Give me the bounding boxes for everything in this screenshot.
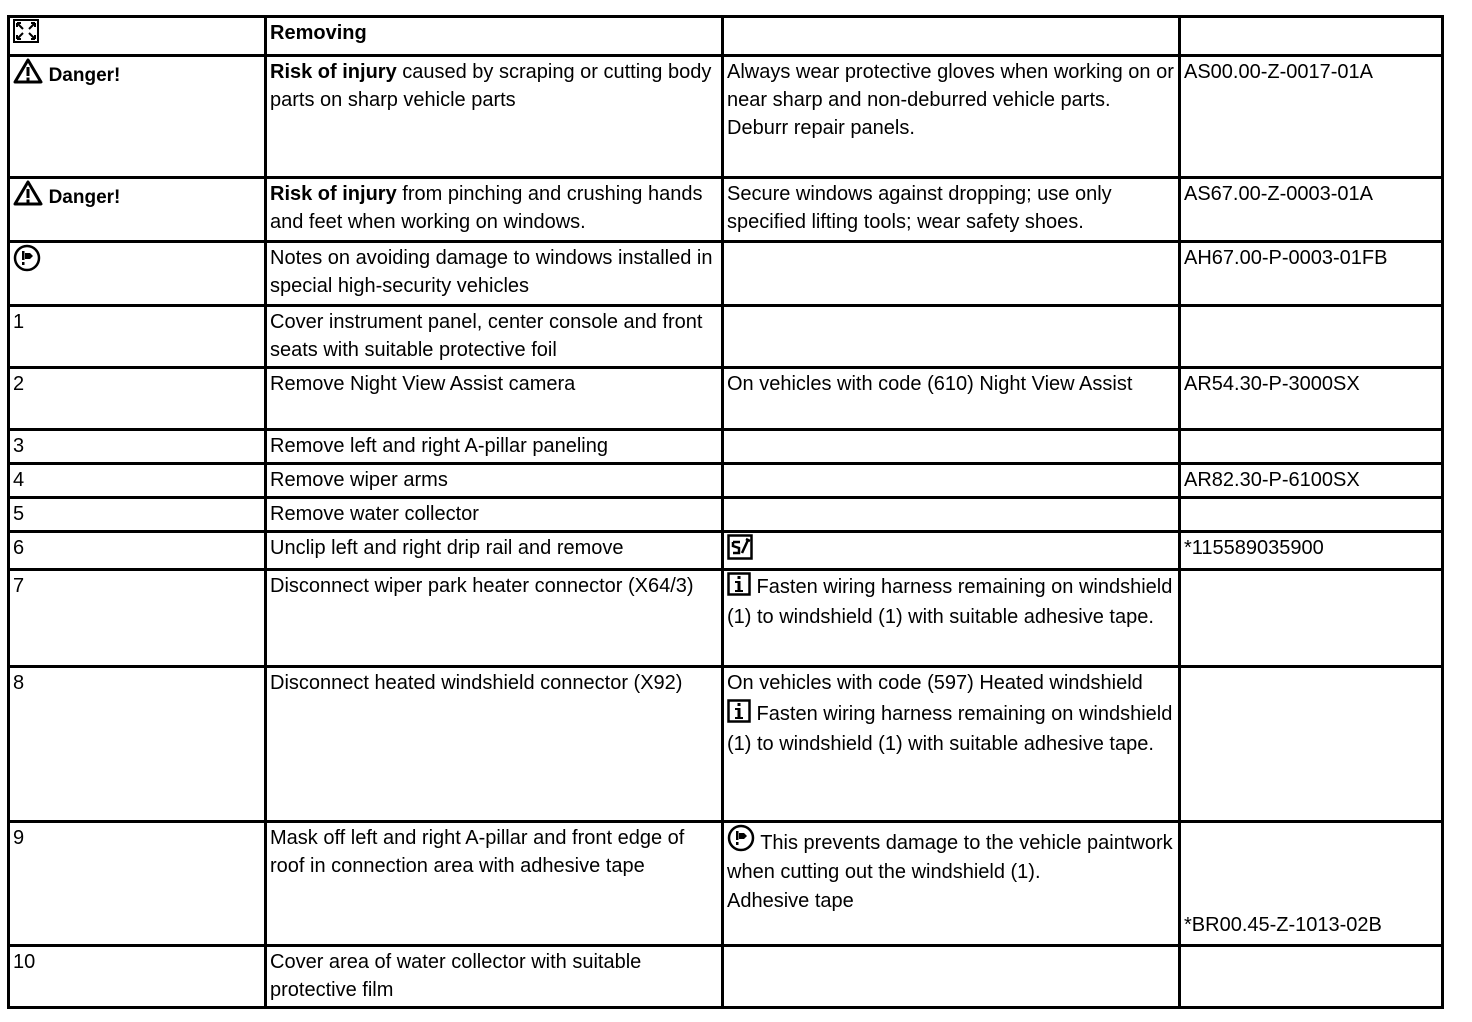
table-row (9, 532, 1443, 570)
reference-link[interactable]: AR54.30-P-3000SX (1180, 368, 1443, 430)
step-text: Cover area of water collector with suitable protective film (266, 946, 723, 1008)
info-icon (727, 699, 751, 723)
reference-cell (1180, 822, 1443, 946)
danger-description: Risk of injury caused by scraping or cutting body parts on sharp vehicle parts (266, 56, 723, 178)
reference-link[interactable]: *115589035900 (1180, 532, 1443, 570)
step-number: 3 (9, 430, 266, 464)
step-text: Remove water collector (266, 498, 723, 532)
reference-link[interactable]: AH67.00-P-0003-01FB (1180, 242, 1443, 306)
danger-description: Risk of injury from pinching and crushing hands and feet when working on windows. (266, 178, 723, 242)
note-text: Notes on avoiding damage to windows installed in special high-security vehicles (266, 242, 723, 306)
warning-triangle-icon (13, 58, 43, 84)
table-row (9, 430, 1443, 464)
reference-link[interactable]: AS67.00-Z-0003-01A (1180, 178, 1443, 242)
reference-link[interactable]: *BR00.45-Z-1013-02B (1184, 914, 1382, 936)
warning-triangle-icon (13, 180, 43, 206)
table-row (9, 242, 1443, 306)
table-row (9, 178, 1443, 242)
step-number: 4 (9, 464, 266, 498)
step-text: Cover instrument panel, center console and front seats with suitable protective foil (266, 306, 723, 368)
step-number: 6 (9, 532, 266, 570)
step-text: Unclip left and right drip rail and remove (266, 532, 723, 570)
step-number: 8 (9, 667, 266, 822)
step-note: On vehicles with code (597) Heated windshield Fasten wiring harness remaining on windshield (1) to windshield (1) with suitable adhesive tape. (723, 667, 1180, 822)
table-row (9, 498, 1443, 532)
reference-link[interactable]: AR82.30-P-6100SX (1180, 464, 1443, 498)
step-text: Remove left and right A-pillar paneling (266, 430, 723, 464)
table-row (9, 822, 1443, 946)
table-row (9, 17, 1443, 56)
table-row (9, 570, 1443, 667)
step-number: 10 (9, 946, 266, 1008)
note-hand-icon (727, 824, 755, 852)
step-number: 2 (9, 368, 266, 430)
safety-measure: Secure windows against dropping; use only specified lifting tools; wear safety shoes. (723, 178, 1180, 242)
table-row (9, 946, 1443, 1008)
table-row (9, 464, 1443, 498)
table-row (9, 667, 1443, 822)
danger-label: Danger! (48, 65, 121, 86)
reference-link[interactable]: AS00.00-Z-0017-01A (1180, 56, 1443, 178)
step-title: Removing (266, 17, 723, 56)
procedure-table (7, 15, 1444, 1009)
step-note: On vehicles with code (610) Night View Assist (723, 368, 1180, 430)
table-row (9, 306, 1443, 368)
step-number: 1 (9, 306, 266, 368)
step-text: Disconnect wiper park heater connector (X64/3) (266, 570, 723, 667)
header-icon-cell (9, 17, 266, 56)
step-note: Fasten wiring harness remaining on windshield (1) to windshield (1) with suitable adhesive tape. (723, 570, 1180, 667)
step-text: Remove wiper arms (266, 464, 723, 498)
note-hand-icon (13, 244, 41, 272)
special-tool-icon (727, 534, 753, 560)
step-number: 7 (9, 570, 266, 667)
step-note: This prevents damage to the vehicle paintwork when cutting out the windshield (1). Adhesive tape (723, 822, 1180, 946)
info-icon (727, 572, 751, 596)
table-row (9, 368, 1443, 430)
step-number: 9 (9, 822, 266, 946)
step-text: Mask off left and right A-pillar and front edge of roof in connection area with adhesive tape (266, 822, 723, 946)
step-number: 5 (9, 498, 266, 532)
table-row (9, 56, 1443, 178)
expand-icon (13, 19, 39, 43)
danger-label: Danger! (48, 187, 121, 208)
safety-measure: Always wear protective gloves when working on or near sharp and non-deburred vehicle parts. Deburr repair panels. (723, 56, 1180, 178)
step-text: Remove Night View Assist camera (266, 368, 723, 430)
step-text: Disconnect heated windshield connector (X92) (266, 667, 723, 822)
